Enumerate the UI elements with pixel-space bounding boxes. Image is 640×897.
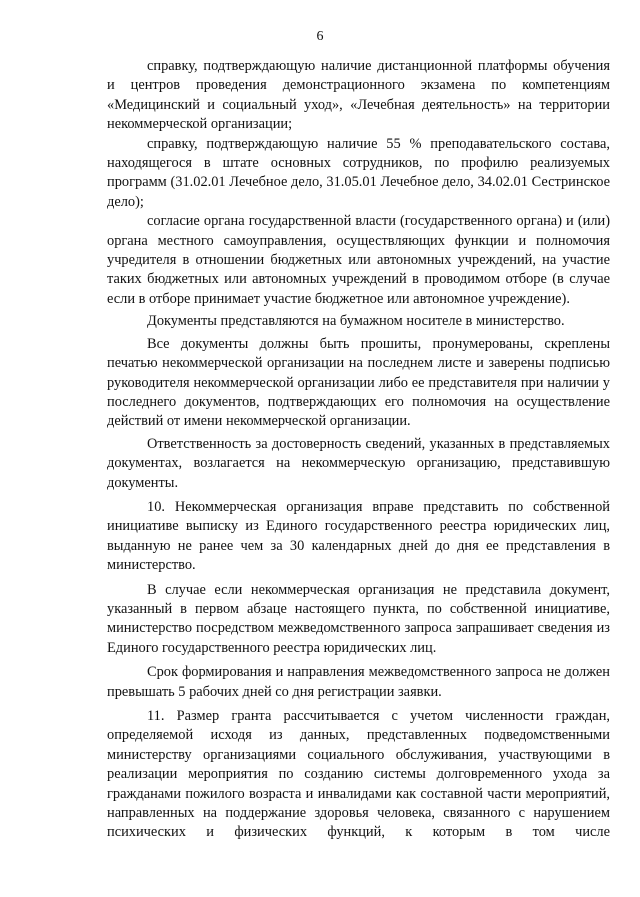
- paragraph-paper-submission: Документы представляются на бумажном носителе в министерство.: [147, 313, 565, 330]
- paragraph-document-binding: Все документы должны быть прошиты, пронумерованы, скреплены печатью некоммерческой организации на последнем листе и заверены подписью руководителя некоммерческой организации либо ее представителя при наличии у последнего документов, подтверждающих его полномочия на осуществление действий от имени некоммерческой организации.: [107, 335, 610, 430]
- paragraph-distance-platform-certificate: справку, подтверждающую наличие дистанционной платформы обучения и центров проведения демонстрационного экзамена по компетенциям «Медицинский и социальный уход», «Лечебная деятельность» на территории некоммерческой организации;: [107, 58, 610, 133]
- paragraph-teaching-staff-certificate: справку, подтверждающую наличие 55 % преподавательского состава, находящегося в штате основных сотрудников, по профилю реализуемых программ (31.02.01 Лечебное дело, 31.05.01 Лечебное дело, 34.02.01 Сестринское дело);: [107, 135, 610, 210]
- page-number: 6: [316, 29, 324, 44]
- paragraph-request-deadline: Срок формирования и направления межведомственного запроса не должен превышать 5 рабочих дней со дня регистрации заявки.: [107, 664, 610, 700]
- paragraph-responsibility: Ответственность за достоверность сведений, указанных в представляемых документах, возлагается на некоммерческую организацию, представившую документы.: [107, 435, 610, 491]
- paragraph-clause-11: 11. Размер гранта рассчитывается с учетом численности граждан, определяемой исходя из данных, представленных подведомственными министерству организациями социального обслуживания, участвующими в реализации мероприятия по созданию системы долговременного ухода за гражданами пожилого возраста и инвалидами как составной части мероприятий, направленных на поддержание здоровья человека, связанного с нарушением психических и физических функций, к которым в том числе: [107, 708, 610, 841]
- paragraph-clause-10: 10. Некоммерческая организация вправе представить по собственной инициативе выписку из Единого государственного реестра юридических лиц, выданную не ранее чем за 30 календарных дней до дня ее представления в министерство.: [107, 498, 610, 574]
- document-body: [107, 57, 610, 843]
- paragraph-founder-consent: согласие органа государственной власти (государственного органа) и (или) органа местного самоуправления, осуществляющих функции и полномочия учредителя в отношении бюджетных или автономных учреждений, на участие таких бюджетных или автономных учреждений в проводимом отборе (в случае если в отборе принимает участие бюджетное или автономное учреждение).: [107, 213, 610, 307]
- paragraph-interagency-request: В случае если некоммерческая организация не представила документ, указанный в первом абзаце настоящего пункта, по собственной инициативе, министерство посредством межведомственного запроса запрашивает сведения из Единого государственного реестра юридических лиц.: [107, 581, 610, 656]
